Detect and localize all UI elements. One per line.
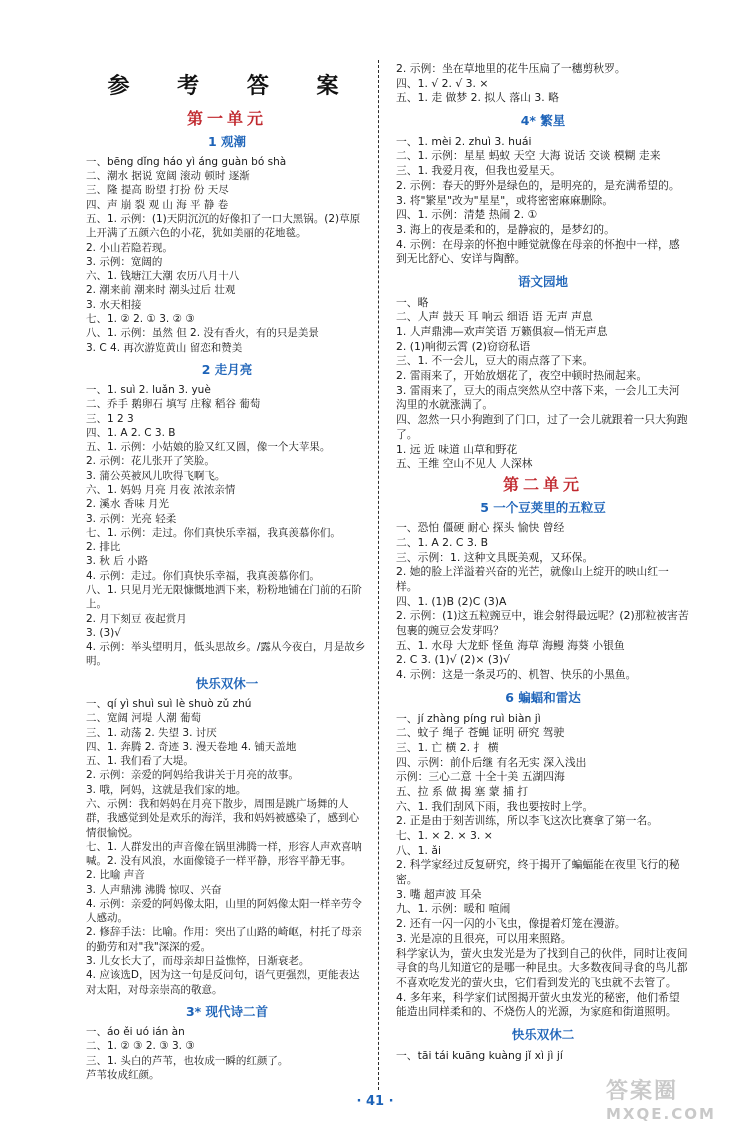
answer-line: 4. 示例：这是一条灵巧的、机智、快乐的小黑鱼。 [396, 668, 637, 682]
answer-line: 二、1. ② ③ 2. ③ 3. ③ [86, 1040, 195, 1053]
answer-line: 三、1. 头白的芦苇，也妆成一瞬的红颜了。 [86, 1054, 289, 1067]
answer-line: 3. 示例：光亮 轻柔 [86, 512, 177, 525]
answer-line: 4. 多年来，科学家们试图揭开萤火虫发光的秘密，他们希望能造出同样柔和的、不烧伤人的光源，为家庭和街道照明。 [396, 990, 680, 1019]
answer-line: 2. 正是由于刻苦训练，所以李飞这次比赛拿了第一名。 [396, 814, 659, 828]
answer-line: 三、1 2 3 [86, 412, 134, 425]
answer-line: 五、1. 走 做梦 2. 拟人 落山 3. 略 [396, 91, 559, 105]
answer-line: 三、1. 不一会儿，豆大的雨点落了下来。 [396, 354, 594, 368]
answer-line: 4. 示例：亲爱的阿妈像太阳，山里的阿妈像太阳一样辛劳令人感动。 [86, 897, 362, 925]
answer-line: 3. (3)√ [86, 626, 121, 639]
answer-line: 六、1. 钱塘江大潮 农历八月十八 [86, 270, 240, 283]
answer-line: 4. 示例：举头望明月，低头思故乡。/露从今夜白，月是故乡明。 [86, 641, 366, 668]
lesson-5-answers [396, 521, 690, 683]
chinese-garden-title: 语文园地 [517, 273, 568, 289]
answer-line: 六、示例：我和妈妈在月亮下散步，周围是跳广场舞的人群，我感觉到处是欢乐的海洋，我和妈妈被感染了，感到心情很愉悦。 [86, 797, 359, 839]
answer-line: 四、1. √ 2. √ 3. × [396, 76, 489, 90]
answer-line: 2. 示例：春天的野外是绿色的，是明亮的，是充满希望的。 [396, 178, 680, 192]
answer-line: 四、1. 奔腾 2. 奇迹 3. 漫天卷地 4. 铺天盖地 [86, 740, 297, 753]
answer-line: 三、示例：1. 这种文具既美观，又环保。 [396, 550, 594, 564]
lesson-6-answers [396, 712, 690, 1020]
page-number: · 41 · [356, 1094, 394, 1109]
answer-line: 二、潮水 据说 宽阔 滚动 顿时 逐渐 [86, 170, 250, 183]
answer-line: 4. 示例：走过。你们真快乐幸福，我真羡慕你们。 [86, 569, 320, 582]
answer-line: 七、1. × 2. × 3. × [396, 829, 493, 842]
chinese-garden-answers [396, 296, 690, 472]
answer-line: 三、隆 提高 盼望 打扮 份 天尽 [86, 184, 229, 197]
answer-line: 3. 儿女长大了，而母亲却日益憔悴，日渐衰老。 [86, 955, 310, 968]
answer-line: 3. 嘴 超声波 耳朵 [396, 887, 482, 901]
answer-line: 2. 示例：坐在草地里的花牛压扁了一穗剪秋罗。 [396, 62, 626, 75]
answer-line: 四、声 崩 裂 观 山 海 平 静 卷 [86, 198, 229, 211]
answer-line: 2. 溪水 香味 月光 [86, 498, 170, 511]
lesson-2-title: 2 走月亮 [201, 361, 253, 377]
answer-line: 2. 潮来前 潮来时 潮头过后 壮观 [86, 284, 236, 297]
answer-line: 3. 将"繁星"改为"星星"，或将密密麻麻删除。 [396, 193, 614, 207]
lesson-5-title: 5 一个豆荚里的五粒豆 [480, 499, 606, 515]
lesson-4-answers [396, 135, 690, 267]
answer-line: 2. 月下刻豆 夜起赏月 [86, 612, 187, 625]
answer-line: 2. C 3. (1)√ (2)× (3)√ [396, 653, 510, 667]
holiday-1-title: 快乐双休一 [195, 675, 259, 691]
answer-line: 五、1. 示例：(1)天阴沉沉的好像扣了一口大黑锅。(2)草原上开满了五颜六色的小花，犹如美丽的花地毯。 [86, 212, 361, 240]
answer-line: 4. 示例：在母亲的怀抱中睡觉就像在母亲的怀抱中一样，感到无比舒心、安详与陶醉。 [396, 237, 680, 266]
site-watermark [606, 1074, 736, 1123]
lesson-1-title: 1 观潮 [207, 133, 247, 149]
answer-line: 2. 修辞手法：比喻。作用：突出了山路的崎岖，村托了母亲的勤劳和对"我"深深的爱。 [86, 926, 362, 953]
answer-line: 一、tāi tái kuāng kuàng jǐ xì jì jí [396, 1048, 563, 1062]
answer-line: 科学家认为，萤火虫发光是为了找到自己的伙伴，同时让夜间寻食的鸟儿知道它的是哪一种昆虫。大多数夜间寻食的鸟儿都不喜欢吃发光的萤火虫，它们看到发光的飞虫就不去管了。 [396, 946, 688, 989]
answer-line: 3. 水天相接 [86, 298, 142, 311]
column-divider [378, 60, 379, 1090]
answer-line: 2. 示例：(1)这五粒豌豆中，谁会射得最远呢？(2)那粒被害苦包裹的豌豆会发芽吗？ [396, 609, 689, 638]
answer-line: 芦苇妆成红颜。 [86, 1069, 160, 1081]
answer-line: 2. 雷雨来了，开始放烟花了，夜空中顿时热闹起来。 [396, 369, 648, 383]
answer-line: 二、人声 鼓天 耳 响云 细语 语 无声 声息 [396, 310, 593, 324]
answer-line: 二、1. 示例：星星 蚂蚁 天空 大海 说话 交谈 模糊 走来 [396, 149, 661, 163]
answer-line: 2. 小山若隐若现。 [86, 241, 173, 254]
holiday-2-answers [396, 1049, 690, 1064]
answer-line: 3. 示例：宽阔的 [86, 255, 163, 268]
answer-line: 五、1. 示例：小姑娘的脸又红又圆，像一个大苹果。 [86, 441, 331, 454]
lesson-1-answers [86, 155, 368, 355]
answer-line: 二、1. A 2. C 3. B [396, 535, 488, 549]
answer-line: 三、1. 亡 横 2. 扌 横 [396, 740, 499, 754]
right-column [396, 62, 690, 1063]
answer-line: 3. 秋 后 小路 [86, 555, 149, 568]
answer-line: 2. 示例：花儿张开了笑脸。 [86, 455, 215, 468]
answer-line: 八、1. 只见月光无限慷慨地洒下来，粉粉地铺在门前的石阶上。 [86, 584, 362, 611]
answer-line: 一、jí zhàng píng ruì biàn jì [396, 711, 541, 725]
answer-line: 四、1. 示例：清楚 热闹 2. ① [396, 208, 538, 222]
page-title: 参 考 答 案 [107, 74, 359, 99]
answer-line: 1. 人声鼎沸—欢声笑语 万籁俱寂—悄无声息 [396, 325, 608, 338]
answer-line: 九、1. 示例：暖和 喧闹 [396, 902, 511, 916]
answer-line: 4. 应该选D，因为这一句是反问句，语气更强烈，更能表达对太阳，对母亲崇高的敬意。 [86, 969, 360, 996]
answer-line: 3. 海上的夜是柔和的，是静寂的，是梦幻的。 [396, 222, 615, 236]
answer-line: 3. 人声鼎沸 沸腾 惊叹、兴奋 [86, 883, 222, 896]
answer-line: 四、示例：前仆后继 有名无实 深入浅出 [396, 755, 587, 769]
answer-line: 四、忽然一只小狗跑到了门口，过了一会儿就跟着一只大狗跑了。 [396, 413, 688, 441]
answer-line: 2. 排比 [86, 541, 121, 554]
answer-line: 七、1. ② 2. ① 3. ② ③ [86, 312, 195, 325]
lesson-3-title: 3* 现代诗二首 [185, 1003, 269, 1019]
answer-line: 2. 还有一闪一闪的小飞虫，像提着灯笼在漫游。 [396, 917, 626, 931]
answer-line: 1. 远 近 味道 山草和野花 [396, 442, 518, 456]
answer-line: 3. 光是凉的且很亮，可以用来照路。 [396, 931, 572, 945]
holiday-2-title: 快乐双休二 [511, 1026, 575, 1042]
answer-line: 示例：三心二意 十全十美 五湖四海 [396, 770, 565, 784]
left-column [86, 62, 368, 1082]
answer-line: 五、拉 系 做 揭 塞 蒙 捕 打 [396, 784, 528, 798]
watermark-logo: 答案圈 [606, 1079, 679, 1104]
answer-line: 八、1. ǎi [396, 843, 441, 857]
watermark-url: MXQE.COM [606, 1105, 716, 1123]
lesson-4-title: 4* 繁星 [520, 113, 566, 129]
unit-1-title: 第一单元 [186, 109, 267, 129]
lesson-6-title: 6 蝙蝠和雷达 [505, 689, 581, 705]
lesson-3-continued [396, 62, 690, 106]
answer-line: 一、qí yì shuì suì lè shuò zǔ zhú [86, 697, 252, 710]
answer-line: 3. 雷雨来了，豆大的雨点突然从空中落下来，一会儿工夫河沟里的水就涨满了。 [396, 383, 680, 412]
answer-line: 三、1. 我爱月夜，但我也爱星天。 [396, 164, 561, 178]
answer-line: 五、1. 我们看了大堤。 [86, 755, 194, 768]
answer-line: 七、1. 示例：走过。你们真快乐幸福，我真羡慕你们。 [86, 526, 341, 539]
answer-line: 五、王维 空山不见人 人深林 [396, 457, 533, 471]
answer-line: 一、1. suì 2. luǎn 3. yuè [86, 384, 211, 397]
answer-line: 一、恐怕 僵硬 耐心 探头 愉快 曾经 [396, 521, 565, 535]
answer-line: 2. 比喻 声音 [86, 869, 145, 882]
answer-line: 一、略 [396, 295, 429, 309]
answer-line: 四、1. (1)B (2)C (3)A [396, 594, 507, 608]
answer-line: 二、蚊子 绳子 苍蝇 证明 研究 驾驶 [396, 726, 565, 740]
lesson-3-answers [86, 1025, 368, 1082]
answer-line: 一、1. mèi 2. zhuì 3. huái [396, 134, 532, 148]
answer-line: 八、1. 示例：虽然 但 2. 没有香火，有的只是美景 [86, 327, 319, 340]
answer-line: 一、áo ěi uó ián àn [86, 1026, 185, 1039]
answer-line: 五、1. 水母 大龙虾 怪鱼 海草 海鳗 海葵 小银鱼 [396, 638, 625, 652]
answer-line: 七、1. 人群发出的声音像在锅里沸腾一样，形容人声欢喜呐喊。2. 没有风浪，水面像镜子一样平静，形容平静无事。 [86, 840, 362, 868]
answer-line: 六、1. 妈妈 月亮 月夜 浓浓亲情 [86, 484, 236, 497]
answer-line: 3. C 4. 再次游览黄山 留恋和赞美 [86, 341, 243, 354]
answer-line: 二、宽阔 河堤 人潮 葡萄 [86, 712, 202, 725]
answer-line: 2. 示例：亲爱的阿妈给我讲关于月亮的故事。 [86, 769, 299, 782]
answer-line: 2. 科学家经过反复研究，终于揭开了蝙蝠能在夜里飞行的秘密。 [396, 858, 680, 887]
answer-line: 3. 蒲公英被风儿吹得飞啊飞。 [86, 469, 226, 482]
answer-line: 六、1. 我们刮风下雨，我也要按时上学。 [396, 799, 594, 813]
answer-line: 一、bēng dǐng háo yì áng guàn bó shà [86, 155, 287, 168]
answer-line: 三、1. 动荡 2. 失望 3. 讨厌 [86, 726, 217, 739]
lesson-2-answers [86, 383, 368, 669]
holiday-1-answers [86, 697, 368, 997]
answer-line: 3. 哦，阿妈，这就是我们家的地。 [86, 783, 247, 796]
answer-line: 四、1. A 2. C 3. B [86, 426, 176, 439]
answer-line: 2. (1)响彻云霄 (2)窃窃私语 [396, 339, 531, 353]
answer-line: 2. 她的脸上洋溢着兴奋的光芒，就像山上绽开的映山红一样。 [396, 565, 669, 593]
answer-line: 二、乔手 鹅卵石 填写 庄稼 稻谷 葡萄 [86, 398, 261, 411]
unit-2-title: 第二单元 [502, 474, 583, 494]
